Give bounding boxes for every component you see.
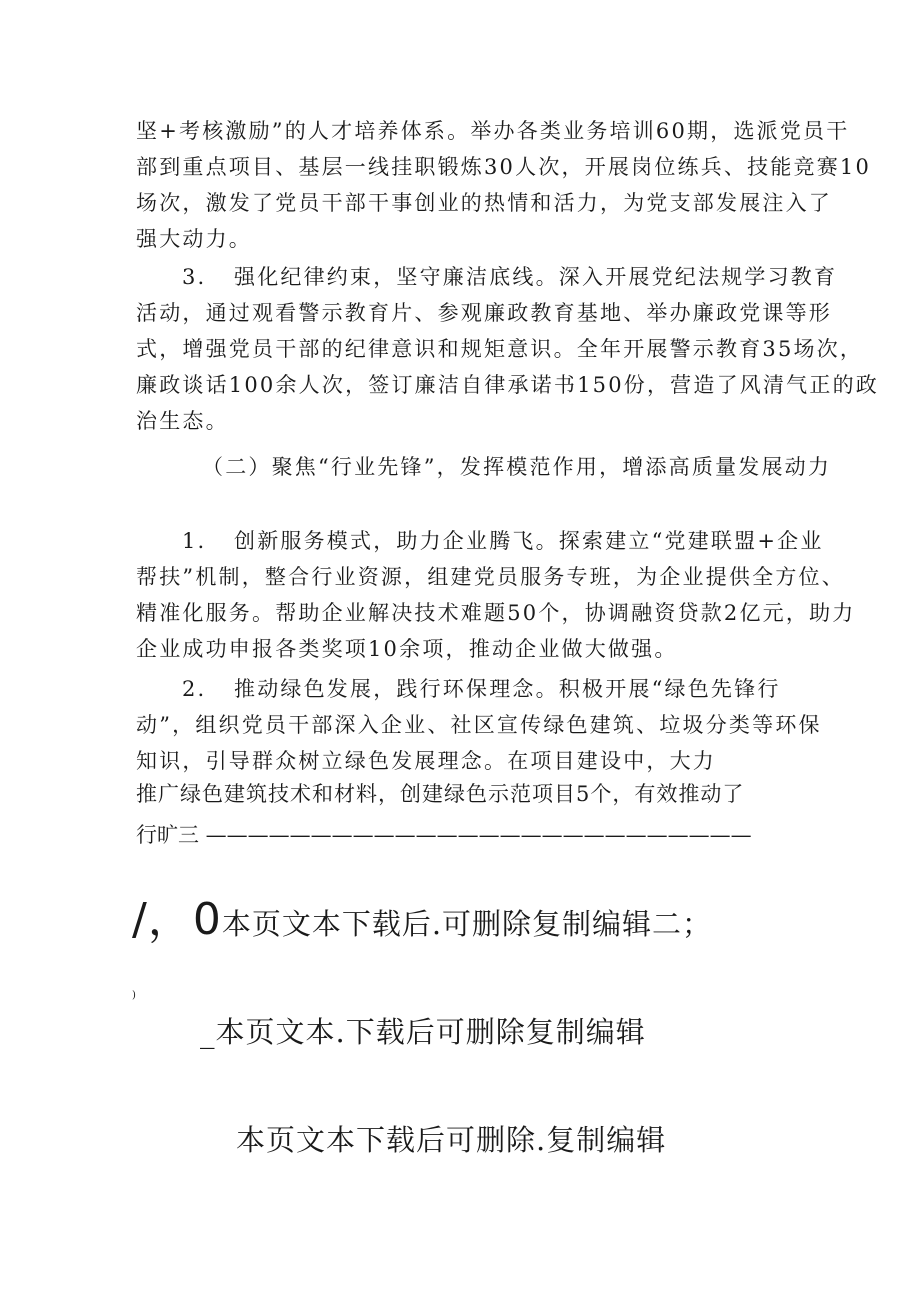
watermark-small-mark: ) [132, 990, 136, 1001]
item-2-line-2: 动”，组织党员干部深入企业、社区宣传绿色建筑、垃圾分类等环保 [136, 713, 822, 737]
item-1-line-3: 精准化服务。帮助企业解决技术难题50个，协调融资贷款2亿元，助力 [136, 601, 856, 625]
item-3-number: 3. [182, 265, 207, 289]
item-1-number: 1. [182, 529, 207, 553]
section-heading: （二）聚焦“行业先锋”，发挥模范作用，增添高质量发展动力 [202, 455, 832, 479]
item-2-line-3: 知识，引导群众树立绿色发展理念。在项目建设中，大力 [136, 749, 716, 773]
item-3-line-5: 治生态。 [136, 409, 229, 433]
watermark-line-1 [132, 894, 713, 945]
item-2-number: 2. [182, 677, 207, 701]
item-2-first-line [182, 674, 781, 704]
intro-line-2: 部到重点项目、基层一线挂职锻炼30人次，开展岗位练兵、技能竞赛10 [136, 155, 872, 179]
watermark-line-1-text: 本页文本下载后.可删除复制编辑二； [221, 907, 713, 941]
watermark-glyphs: /，0 [132, 894, 222, 945]
dashed-line: 行旷三 —————————————————————————— [136, 823, 752, 847]
item-1-first-line [182, 526, 824, 556]
watermark-line-2: _本页文本.下载后可删除复制编辑 [200, 1015, 646, 1049]
item-1-line-1: 创新服务模式，助力企业腾飞。探索建立“党建联盟+企业 [234, 529, 824, 553]
watermark-line-3: 本页文本下载后可删除.复制编辑 [236, 1123, 667, 1157]
intro-line-1: 坚+考核激励”的人才培养体系。举办各类业务培训60期，选派党员干 [136, 119, 850, 143]
item-2-line-4: 推广绿色建筑技术和材料，创建绿色示范项目5个，有效推动了 [136, 782, 745, 806]
item-3-line-2: 活动，通过观看警示教育片、参观廉政教育基地、举办廉政党课等形 [136, 301, 832, 325]
item-3-line-1: 强化纪律约束，坚守廉洁底线。深入开展党纪法规学习教育 [234, 265, 838, 289]
item-1-line-2: 帮扶”机制，整合行业资源，组建党员服务专班，为企业提供全方位、 [136, 565, 845, 589]
item-2-line-1: 推动绿色发展，践行环保理念。积极开展“绿色先锋行 [234, 677, 781, 701]
item-3-first-line [182, 262, 837, 292]
item-3-line-3: 式，增强党员干部的纪律意识和规矩意识。全年开展警示教育35场次， [136, 337, 864, 361]
intro-line-3: 场次，激发了党员干部干事创业的热情和活力，为党支部发展注入了 [136, 191, 832, 215]
item-3-line-4: 廉政谈话100余人次，签订廉洁自律承诺书150份，营造了风清气正的政 [136, 373, 879, 397]
intro-line-4: 强大动力。 [136, 227, 252, 251]
item-1-line-4: 企业成功申报各类奖项10余项，推动企业做大做强。 [136, 637, 678, 661]
